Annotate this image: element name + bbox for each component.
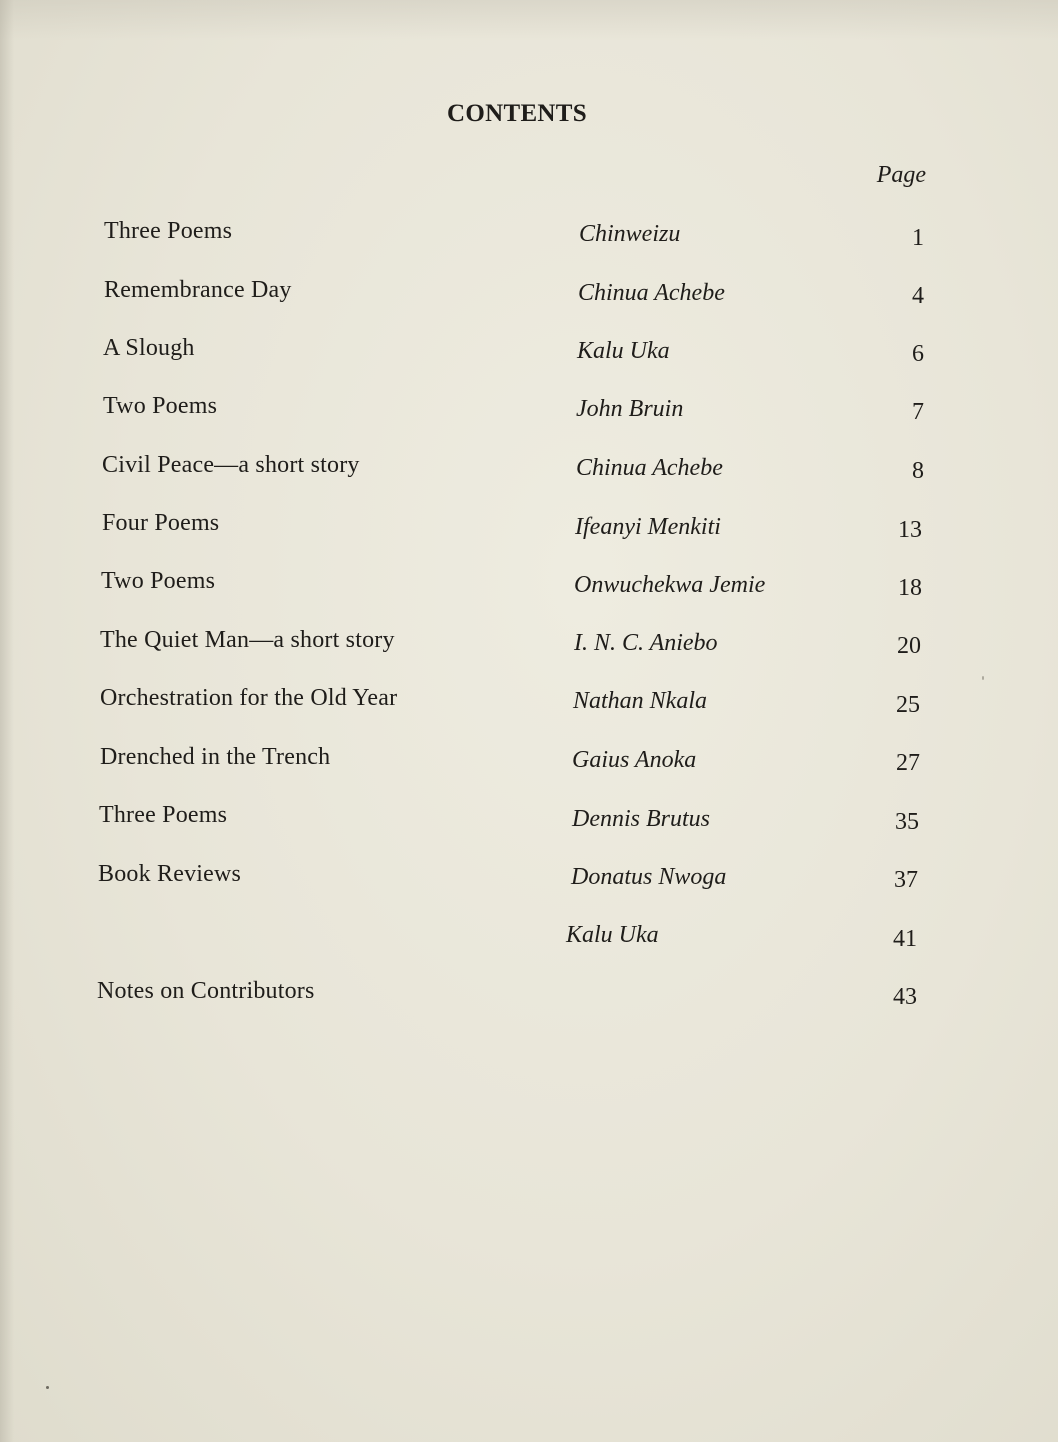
entry-author: Onwuchekwa Jemie [574,572,766,598]
entry-title: Two Poems [101,568,216,594]
entry-title: Four Poems [102,510,220,536]
entry-title: Book Reviews [98,861,242,887]
entry-author: Dennis Brutus [572,806,710,832]
entry-page: 37 [894,867,918,893]
entry-title: Notes on Contributors [97,978,315,1004]
entry-page: 25 [896,692,920,718]
entry-author: Donatus Nwoga [571,864,727,890]
entry-title: Two Poems [103,393,218,419]
entry-author: Nathan Nkala [573,688,708,714]
entry-author: I. N. C. Aniebo [574,630,718,656]
entry-author: Kalu Uka [566,922,659,948]
page-edge-shadow [0,0,1058,40]
entry-page: 1 [912,225,924,251]
entry-page: 43 [893,984,917,1010]
entry-author: Chinua Achebe [578,280,725,306]
page-column-label: Page [876,162,926,188]
entry-title: Three Poems [99,802,228,828]
entry-page: 27 [896,750,920,776]
entry-author: Chinua Achebe [576,455,723,481]
entry-title: Drenched in the Trench [100,744,331,770]
entry-page: 13 [898,517,922,543]
paper-speck [982,676,984,680]
entry-author: Ifeanyi Menkiti [575,514,721,540]
entry-title: Civil Peace—a short story [102,452,360,478]
entry-title: Orchestration for the Old Year [100,685,398,711]
entry-author: Kalu Uka [577,338,670,364]
entry-page: 8 [912,458,924,484]
entry-page: 18 [898,575,922,601]
entry-title: Remembrance Day [104,277,292,303]
page-binding-shadow [0,0,14,1442]
entry-author: Chinweizu [579,221,681,247]
entry-title: Three Poems [104,218,233,244]
paper-speck [46,1386,49,1389]
entry-author: John Bruin [576,396,684,422]
contents-heading: CONTENTS [447,100,587,127]
entry-title: A Slough [103,335,195,361]
entry-page: 7 [912,399,924,425]
entry-page: 4 [912,283,924,309]
entry-page: 41 [893,926,917,952]
entry-author: Gaius Anoka [572,747,697,773]
entry-title: The Quiet Man—a short story [100,627,395,653]
entry-page: 6 [912,341,924,367]
entry-page: 20 [897,633,921,659]
entry-page: 35 [895,809,919,835]
